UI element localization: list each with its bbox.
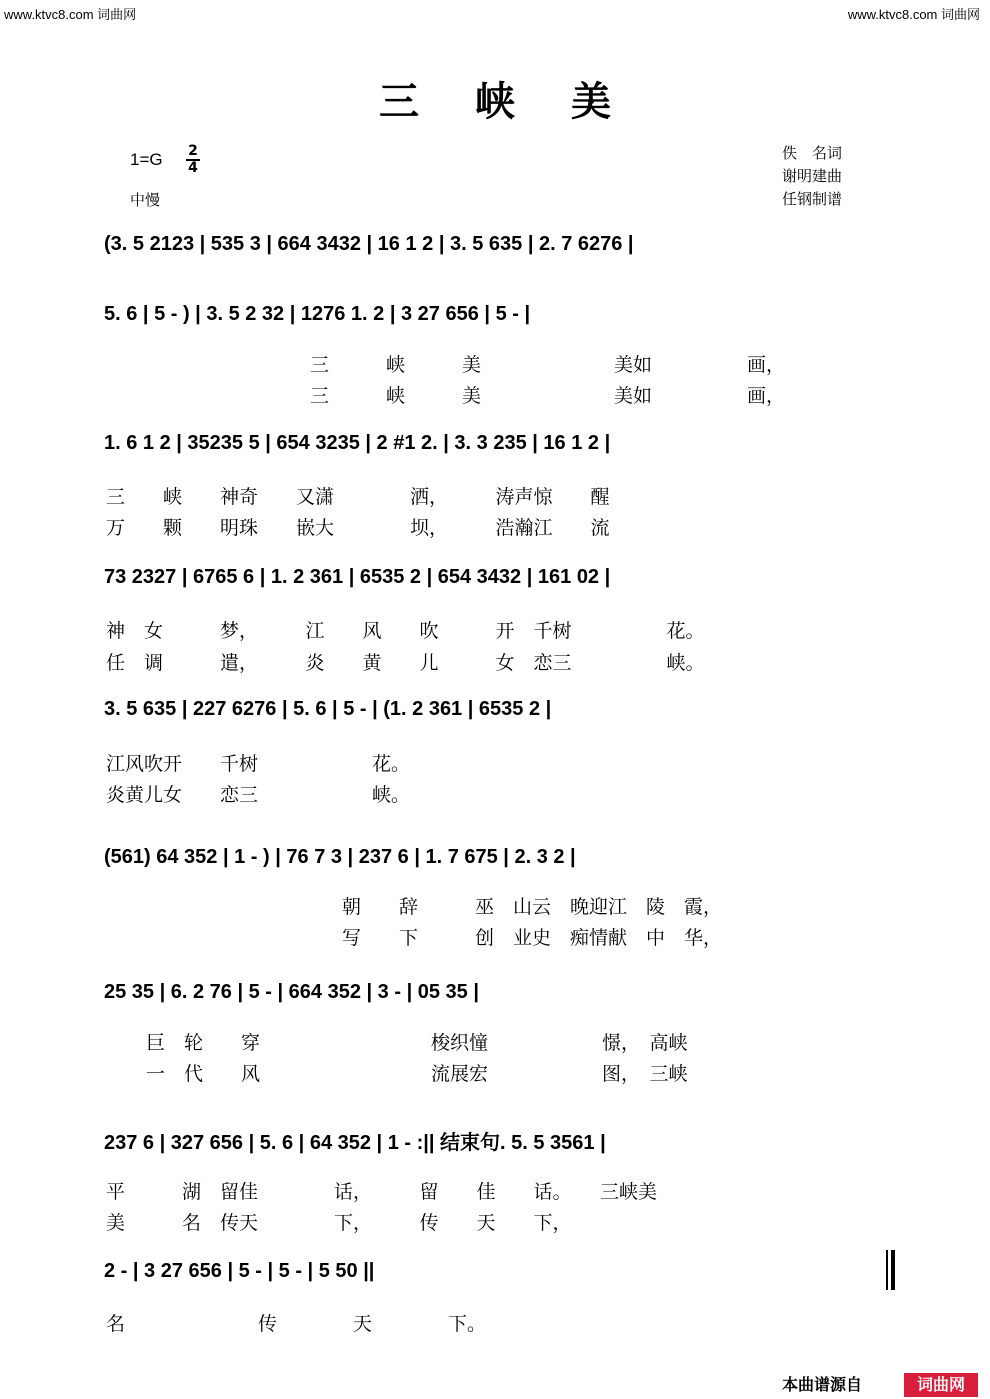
lyric-row-2-verse-1: 三 峡 美 美如 画，: [310, 354, 786, 376]
time-bottom: 4: [186, 159, 200, 176]
lyric-row-9-verse-1: 名 传 天 下。: [106, 1313, 487, 1335]
notation-row-9: 2 - | 3 27 656 | 5 - | 5 - | 5 50 ||: [104, 1260, 375, 1282]
lyric-row-5-verse-2: 炎黄儿女 恋三 峡。: [106, 784, 411, 806]
lyric-row-5-verse-1: 江风吹开 千树 花。: [106, 753, 411, 775]
notation-row-5: 3. 5 635 | 227 6276 | 5. 6 | 5 - | (1. 2 361 | 6535 2 |: [104, 698, 552, 720]
notation-row-8: 237 6 | 327 656 | 5. 6 | 64 352 | 1 - :|| 结束句. 5. 5 3561 |: [104, 1132, 606, 1154]
lyric-row-4-verse-1: 神 女 梦， 江 风 吹 开 千树 花。: [106, 620, 705, 642]
source-footer: 本曲谱源自: [781, 1375, 862, 1394]
credits: [782, 142, 842, 211]
lyric-row-3-verse-1: 三 峡 神奇 又潇 洒， 涛声惊 醒: [106, 486, 610, 508]
time-signature: [186, 144, 200, 176]
tempo-marking: 中慢: [130, 191, 161, 209]
notation-row-1: (3. 5 2123 | 535 3 | 664 3432 | 16 1 2 | 3. 5 635 | 2. 7 6276 |: [104, 233, 634, 255]
lyricist: 佚 名词: [782, 144, 843, 162]
notation-row-7: 25 35 | 6. 2 76 | 5 - | 664 352 | 3 - | 05 35 |: [104, 981, 479, 1003]
lyric-row-7-verse-2: 一 代 风 流展宏 图， 三峡: [146, 1063, 688, 1085]
time-top: 2: [188, 143, 198, 159]
notation-row-3: 1. 6 1 2 | 35235 5 | 654 3235 | 2 #1 2. | 3. 3 235 | 16 1 2 |: [104, 432, 611, 454]
notation-row-4: 73 2327 | 6765 6 | 1. 2 361 | 6535 2 | 654 3432 | 161 02 |: [104, 566, 611, 588]
composer: 谢明建曲: [782, 167, 843, 185]
lyric-row-3-verse-2: 万 颗 明珠 嵌大 坝， 浩瀚江 流: [106, 517, 610, 539]
lyric-row-6-verse-2: 写 下 创 业史 痴情献 中 华，: [342, 927, 723, 949]
lyric-row-8-verse-1: 平 湖 留佳 话， 留 佳 话。 三峡美: [106, 1181, 658, 1203]
notation-row-6: (561) 64 352 | 1 - ) | 76 7 3 | 237 6 | 1. 7 675 | 2. 3 2 |: [104, 846, 576, 868]
final-barline-thin: [886, 1250, 888, 1290]
lyric-row-6-verse-1: 朝 辞 巫 山云 晚迎江 陵 霞，: [342, 896, 723, 918]
site-logo: 词曲网: [904, 1373, 978, 1397]
lyric-row-4-verse-2: 任 调 遣， 炎 黄 儿 女 恋三 峡。: [106, 652, 705, 674]
final-barline-thick: [891, 1250, 895, 1290]
lyric-row-2-verse-2: 三 峡 美 美如 画，: [310, 385, 786, 407]
song-title: 三峡美: [379, 78, 667, 125]
key-signature: 1=G: [130, 150, 163, 169]
lyric-row-7-verse-1: 巨 轮 穿 梭织憧 憬， 高峡: [146, 1032, 688, 1054]
notation-row-2: 5. 6 | 5 - ) | 3. 5 2 32 | 1276 1. 2 | 3 27 656 | 5 - |: [104, 303, 531, 325]
transcriber: 任钢制谱: [782, 190, 843, 208]
watermark-left: www.ktvc8.com 词曲网: [4, 7, 137, 22]
lyric-row-8-verse-2: 美 名 传天 下， 传 天 下，: [106, 1212, 572, 1234]
watermark-right: www.ktvc8.com 词曲网: [847, 7, 980, 22]
